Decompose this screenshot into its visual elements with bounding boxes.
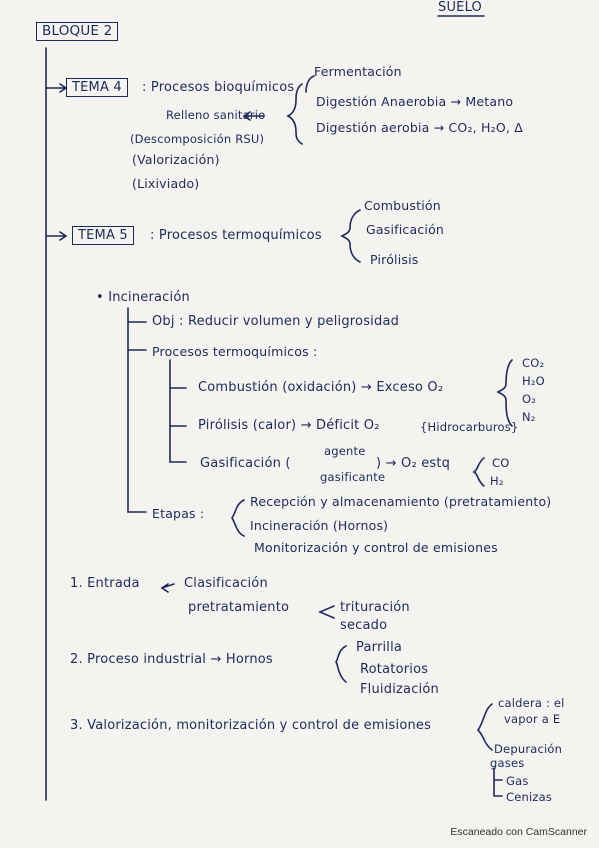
gas-product-h2: H₂ — [490, 474, 504, 488]
depuracion-line1: Depuración — [494, 742, 563, 756]
tema5-title: : Procesos termoquímicos — [150, 228, 322, 243]
tema4-branch-aerobia: Digestión aerobia → CO₂, H₂O, Δ — [316, 120, 523, 135]
incineracion-obj: Obj : Reducir volumen y peligrosidad — [152, 314, 400, 329]
brace-pretratamiento — [320, 606, 334, 618]
entrada-pretratamiento: pretratamiento — [188, 600, 290, 615]
caldera-line2: vapor a E — [504, 712, 561, 726]
arrow-tema5 — [46, 232, 66, 240]
horno-parrilla: Parrilla — [356, 640, 403, 655]
arrow-tema4 — [46, 84, 66, 92]
relleno-sanitario: Relleno sanitario — [166, 108, 266, 122]
tema4-note-lixiviado: (Lixiviado) — [132, 176, 200, 191]
product-o2: O₂ — [522, 392, 537, 406]
brace-hornos — [336, 646, 346, 682]
tema5-branch-combustion: Combustión — [364, 198, 441, 213]
brace-tema5 — [342, 210, 360, 262]
procesos-termoquimicos: Procesos termoquímicos : — [152, 344, 318, 359]
etapa-recepcion: Recepción y almacenamiento (pretratamiento) — [250, 494, 552, 509]
etapa-incineracion: Incineración (Hornos) — [250, 518, 389, 533]
tema4-note-rsu: (Descomposición RSU) — [130, 132, 265, 146]
tema4-title: : Procesos bioquímicos — [142, 80, 295, 95]
tema4-branch-anaerobia: Digestión Anaerobia → Metano — [316, 94, 514, 109]
tema5-label: TEMA 5 — [72, 226, 134, 245]
gasificante-label: gasificante — [320, 470, 386, 484]
horno-fluidizacion: Fluidización — [360, 682, 439, 697]
block-title: BLOQUE 2 — [36, 22, 118, 41]
product-n2: N₂ — [522, 410, 536, 424]
brace-fermentacion — [306, 76, 314, 92]
agente-label: agente — [324, 444, 366, 458]
brace-gas-products — [474, 458, 484, 486]
depuracion-gas: Gas — [506, 774, 529, 788]
pretratamiento-trituracion: trituración — [340, 600, 410, 615]
gasificacion-tail: ) → O₂ estq — [376, 456, 451, 471]
horno-rotatorios: Rotatorios — [360, 662, 429, 677]
brace-entrada — [162, 584, 174, 592]
tema5-branch-pirolisis: Pirólisis — [370, 252, 419, 267]
scanner-watermark: Escaneado con CamScanner — [450, 826, 587, 838]
step2-proceso: 2. Proceso industrial → Hornos — [70, 652, 273, 667]
step1-entrada: 1. Entrada — [70, 576, 140, 591]
tema5-branch-gasificacion: Gasificación — [366, 222, 445, 237]
depuracion-cenizas: Cenizas — [506, 790, 553, 804]
entrada-clasificacion: Clasificación — [184, 576, 268, 591]
caldera-line1: caldera : el — [498, 696, 565, 710]
brace-combustion-products — [498, 360, 512, 426]
subject-title: SUELO — [438, 0, 482, 15]
product-co2: CO₂ — [522, 356, 545, 370]
etapas-label: Etapas : — [152, 506, 205, 521]
brace-valorizacion — [478, 704, 492, 750]
gasificacion-line: Gasificación ( — [200, 456, 291, 471]
gas-product-co: CO — [492, 456, 510, 470]
depuracion-line2: gases — [490, 756, 525, 770]
tema4-note-valorizacion: (Valorización) — [132, 152, 220, 167]
combustion-line: Combustión (oxidación) → Exceso O₂ — [198, 380, 444, 395]
brace-etapas — [232, 500, 244, 536]
product-h2o: H₂O — [522, 374, 545, 388]
pretratamiento-secado: secado — [340, 618, 388, 633]
depuracion-tree — [494, 768, 502, 796]
pirolisis-line: Pirólisis (calor) → Déficit O₂ — [198, 418, 380, 433]
incineracion-heading: • Incineración — [96, 290, 190, 305]
step3-valorizacion: 3. Valorización, monitorización y control de emisiones — [70, 718, 432, 733]
pirolisis-product: {Hidrocarburos} — [420, 420, 519, 434]
tema4-branch-fermentacion: Fermentación — [314, 64, 402, 79]
tema4-label: TEMA 4 — [66, 78, 128, 97]
etapa-monitorizacion: Monitorización y control de emisiones — [254, 540, 498, 555]
